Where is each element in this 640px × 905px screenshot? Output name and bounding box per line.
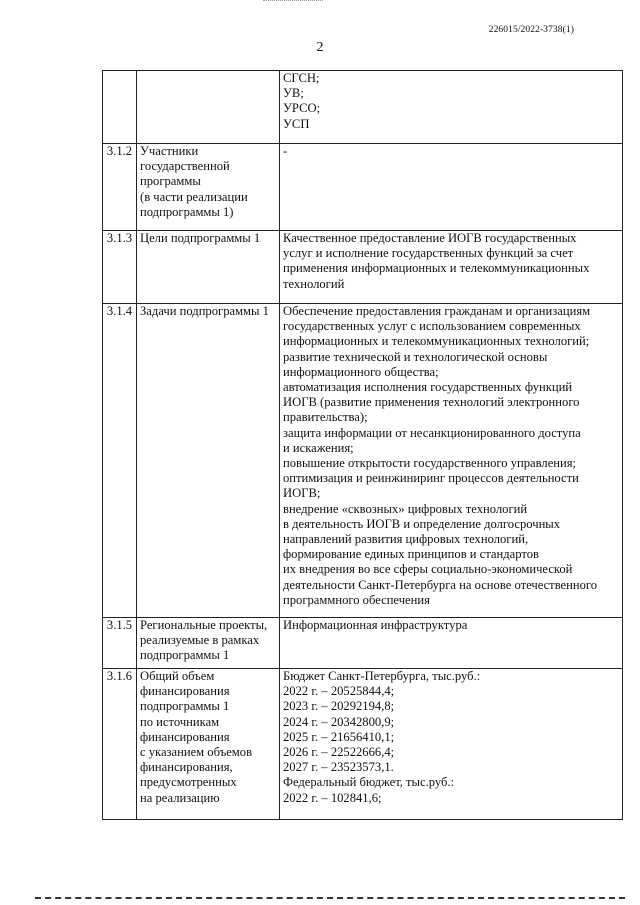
cell-line: и искажения; (283, 440, 354, 455)
subprogram-passport-table (102, 70, 623, 820)
cell-line: Общий объем (140, 669, 215, 683)
cell-line: 2026 г. – 22522666,4; (283, 745, 395, 760)
row-number: 3.1.2 (103, 144, 137, 231)
cell-line: программного обеспечения (283, 592, 430, 607)
cell-line: с указанием объемов (140, 745, 253, 760)
row-title (137, 618, 280, 669)
cell-line: УРСО; (283, 101, 321, 116)
cell-line: государственных услуг с использованием современных (283, 319, 581, 334)
cell-line: формирование единых принципов и стандартов (283, 547, 539, 562)
cell-line: Цели подпрограммы 1 (140, 231, 261, 245)
cell-line: программы (140, 174, 201, 189)
cell-line: услуг и исполнение государственных функций за счет (283, 246, 574, 261)
table-row (103, 231, 623, 304)
cell-line: повышение открытости государственного управления; (283, 456, 577, 471)
cell-line: подпрограммы 1) (140, 204, 234, 219)
table-row (103, 618, 623, 669)
cell-line: Задачи подпрограммы 1 (140, 304, 269, 318)
cell-line: Обеспечение предоставления гражданам и организациям (283, 304, 591, 318)
scan-bottom-edge (35, 897, 625, 899)
cell-line: - (283, 144, 288, 158)
cell-line: ИОГВ (развитие применения технологий электронного (283, 395, 580, 410)
row-value (280, 71, 623, 144)
cell-line: финансирования, (140, 760, 233, 775)
cell-line: подпрограммы 1 (140, 699, 230, 714)
table-row (103, 669, 623, 820)
cell-line: Региональные проекты, (140, 618, 268, 632)
cell-line: УВ; (283, 86, 304, 101)
cell-line: технологий (283, 276, 345, 291)
row-value (280, 618, 623, 669)
row-title (137, 304, 280, 618)
cell-line: реализуемые в рамках (140, 633, 260, 648)
cell-line: финансирования (140, 684, 230, 699)
row-title (137, 231, 280, 304)
cell-line: применения информационных и телекоммуникационных (283, 261, 590, 276)
cell-line: их внедрения во все сферы социально-экономической (283, 562, 573, 577)
cell-line: Информационная инфраструктура (283, 618, 468, 632)
cell-line: ИОГВ; (283, 486, 321, 501)
row-number: 3.1.3 (103, 231, 137, 304)
cell-line: 2025 г. – 21656410,1; (283, 729, 395, 744)
cell-line: Федеральный бюджет, тыс.руб.: (283, 775, 455, 790)
scan-top-mark (263, 0, 323, 3)
cell-line: финансирования (140, 729, 230, 744)
cell-line: 2027 г. – 23523573,1. (283, 760, 394, 775)
row-value (280, 669, 623, 820)
document-registration-number: 226015/2022-3738(1) (488, 25, 574, 35)
cell-line: государственной (140, 159, 230, 174)
cell-line: УСП (283, 116, 310, 131)
cell-line: предусмотренных (140, 775, 237, 790)
row-number (103, 71, 137, 144)
row-number: 3.1.4 (103, 304, 137, 618)
row-number: 3.1.6 (103, 669, 137, 820)
cell-line: по источникам (140, 714, 220, 729)
cell-line: 2022 г. – 102841,6; (283, 790, 382, 805)
cell-line: внедрение «сквозных» цифровых технологий (283, 501, 528, 516)
cell-line: информационного общества; (283, 364, 439, 379)
row-number: 3.1.5 (103, 618, 137, 669)
row-value (280, 304, 623, 618)
row-title (137, 71, 280, 144)
cell-line: (в части реализации (140, 189, 248, 204)
table-row (103, 304, 623, 618)
cell-line: 2024 г. – 20342800,9; (283, 714, 395, 729)
cell-line: защита информации от несанкционированного доступа (283, 425, 581, 440)
row-value (280, 231, 623, 304)
row-value (280, 144, 623, 231)
cell-line: автоматизация исполнения государственных функций (283, 380, 573, 395)
cell-line: информационных и телекоммуникационных технологий; (283, 334, 590, 349)
cell-line: СГСН; (283, 71, 320, 85)
page-number: 2 (316, 40, 324, 55)
cell-line: Участники (140, 144, 199, 158)
cell-line: развитие технической и технологической основы (283, 349, 548, 364)
cell-line: в деятельность ИОГВ и определение долгосрочных (283, 516, 561, 531)
cell-line: подпрограммы 1 (140, 648, 230, 663)
table-row (103, 144, 623, 231)
cell-line: 2023 г. – 20292194,8; (283, 699, 395, 714)
cell-line: Бюджет Санкт-Петербурга, тыс.руб.: (283, 669, 481, 683)
cell-line: 2022 г. – 20525844,4; (283, 684, 395, 699)
table-row (103, 71, 623, 144)
cell-line: на реализацию (140, 790, 220, 805)
cell-line: направлений развития цифровых технологий, (283, 532, 529, 547)
row-title (137, 669, 280, 820)
cell-line: правительства); (283, 410, 368, 425)
cell-line: деятельности Санкт-Петербурга на основе отечественного (283, 577, 598, 592)
cell-line: Качественное предоставление ИОГВ государственных (283, 231, 577, 245)
cell-line: оптимизация и реинжиниринг процессов деятельности (283, 471, 579, 486)
table-body (103, 71, 623, 820)
row-title (137, 144, 280, 231)
